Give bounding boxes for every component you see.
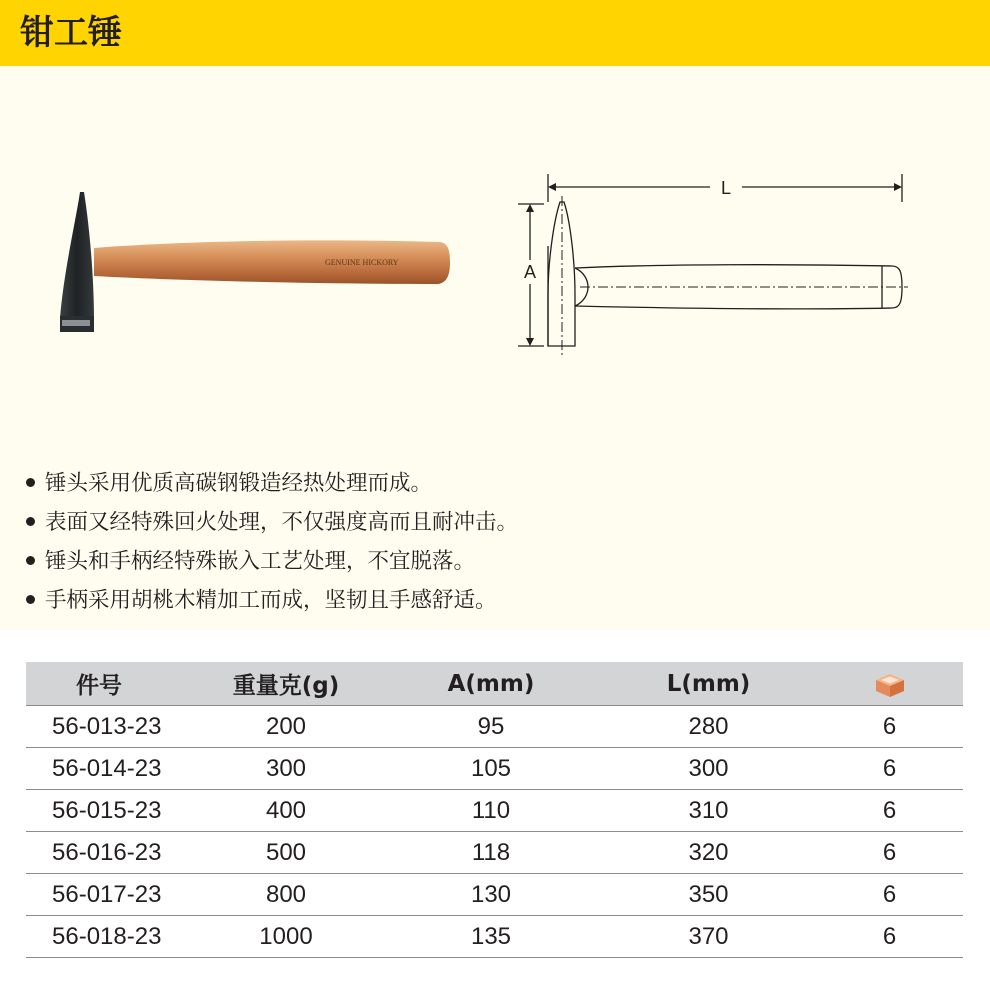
hammer-dimension-drawing — [510, 160, 915, 365]
table-header-row — [26, 662, 963, 706]
table-row: 56-014-23 300 105 300 6 — [26, 748, 963, 790]
spec-table — [26, 662, 963, 958]
bullet-icon — [26, 517, 35, 526]
column-header-l: L(mm) — [601, 662, 816, 706]
table-row: 56-015-23 400 110 310 6 — [26, 790, 963, 832]
brand-text: GENUINE HICKORY — [325, 258, 399, 267]
table-row: 56-016-23 500 118 320 6 — [26, 832, 963, 874]
package-box-icon — [872, 670, 908, 698]
dimension-L-label: L — [720, 178, 732, 198]
table-row: 56-018-23 1000 135 370 6 — [26, 916, 963, 958]
feature-list — [26, 464, 518, 620]
column-header-a: A(mm) — [381, 662, 601, 706]
feature-item: 表面又经特殊回火处理，不仅强度高而且耐冲击。 — [26, 503, 518, 542]
feature-item: 锤头和手柄经特殊嵌入工艺处理，不宜脱落。 — [26, 542, 518, 581]
column-header-weight: 重量克(g) — [191, 662, 381, 706]
feature-item: 手柄采用胡桃木精加工而成，坚韧且手感舒适。 — [26, 581, 518, 620]
bullet-icon — [26, 478, 35, 487]
column-header-pack — [816, 662, 963, 706]
header-bar — [0, 0, 990, 66]
column-header-part-no: 件号 — [26, 662, 191, 706]
bullet-icon — [26, 556, 35, 565]
hammer-photo-icon — [50, 180, 455, 335]
table-row: 56-017-23 800 130 350 6 — [26, 874, 963, 916]
dimension-A-label: A — [523, 262, 537, 282]
feature-item: 锤头采用优质高碳钢锻造经热处理而成。 — [26, 464, 518, 503]
table-row: 56-013-23 200 95 280 6 — [26, 706, 963, 748]
bullet-icon — [26, 595, 35, 604]
page-title: 钳工锤 — [20, 13, 122, 53]
